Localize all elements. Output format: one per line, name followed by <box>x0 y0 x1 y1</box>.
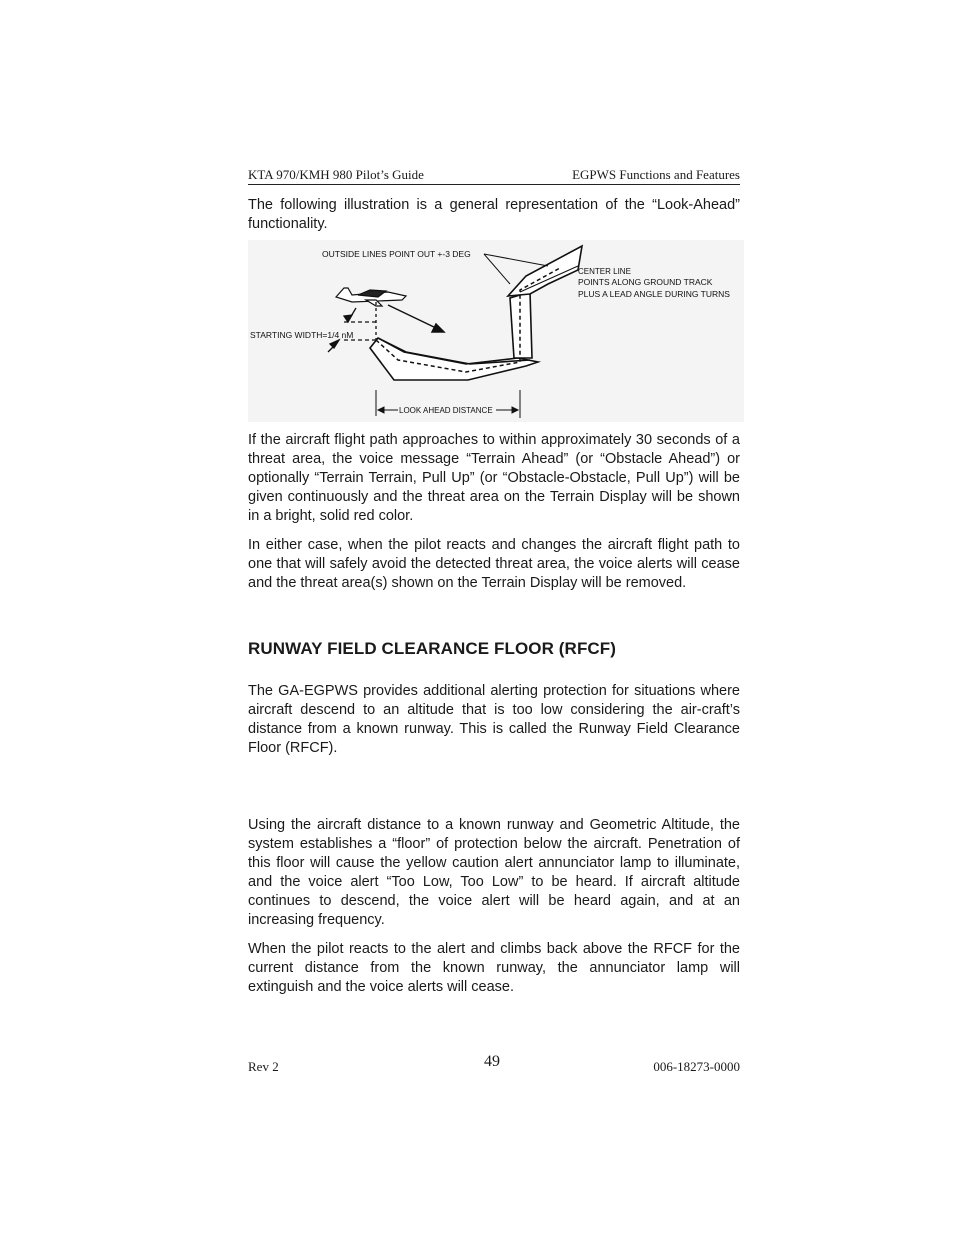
rfcf-floor-paragraph: Using the aircraft distance to a known runway and Geometric Altitude, the system establishes a “floor” of protection below the aircraft. Penetration of this floor will cause the yellow caution alert annunciator lamp to illuminate, and the voice alert “Too Low, Too Low” to be heard. If aircraft altitude continues to descend, the voice alert will be heard again, and at an increasing frequency. <box>248 817 740 928</box>
page-number: 49 <box>484 1053 500 1070</box>
intro-paragraph: The following illustration is a general representation of the “Look-Ahead” functionality. <box>248 197 740 232</box>
center-line-label: CENTER LINE <box>578 267 631 276</box>
rfcf-recovery-paragraph: When the pilot reacts to the alert and climbs back above the RFCF for the current distance from the known runway, the annunciator lamp will extinguish and the voice alerts will cease. <box>248 941 740 995</box>
header-guide-title: KTA 970/KMH 980 Pilot’s Guide <box>248 167 424 182</box>
threat-alert-paragraph: If the aircraft flight path approaches to within approximately 30 seconds of a threat area, the voice message “Terrain Ahead” (or “Obstacle Ahead”) or optionally “Terrain Terrain, Pull Up” (or “Obstacle-Obstacle, Pull Up”) will be given continuously and the threat area on the Terrain Display will be shown in a bright, solid red color. <box>248 432 740 524</box>
rfcf-intro-paragraph: The GA-EGPWS provides additional alerting protection for situations where aircraft descend to an altitude that is too low considering the air-craft’s distance from a known runway. This is called the Runway Field Clearance Floor (RFCF). <box>248 683 740 756</box>
footer-part-number: 006-18273-0000 <box>653 1059 740 1074</box>
outside-lines-label: OUTSIDE LINES POINT OUT +-3 DEG <box>322 249 471 259</box>
pilot-reaction-paragraph: In either case, when the pilot reacts and changes the aircraft flight path to one that will safely avoid the detected threat area, the voice alerts will cease and the threat area(s) shown on the Terrain Display will be removed. <box>248 537 740 591</box>
look-ahead-distance-label: LOOK AHEAD DISTANCE <box>399 406 493 415</box>
scan-vertical-wall <box>510 292 532 358</box>
page-header <box>248 166 740 185</box>
footer-revision: Rev 2 <box>248 1059 279 1074</box>
starting-width-label: STARTING WIDTH=1/4 nM <box>250 330 354 340</box>
look-ahead-illustration <box>248 240 744 422</box>
section-heading: RUNWAY FIELD CLEARANCE FLOOR (RFCF) <box>248 639 617 658</box>
ground-track-label: POINTS ALONG GROUND TRACK <box>578 277 713 287</box>
header-section-title: EGPWS Functions and Features <box>572 167 740 182</box>
lead-angle-label: PLUS A LEAD ANGLE DURING TURNS <box>578 289 730 299</box>
